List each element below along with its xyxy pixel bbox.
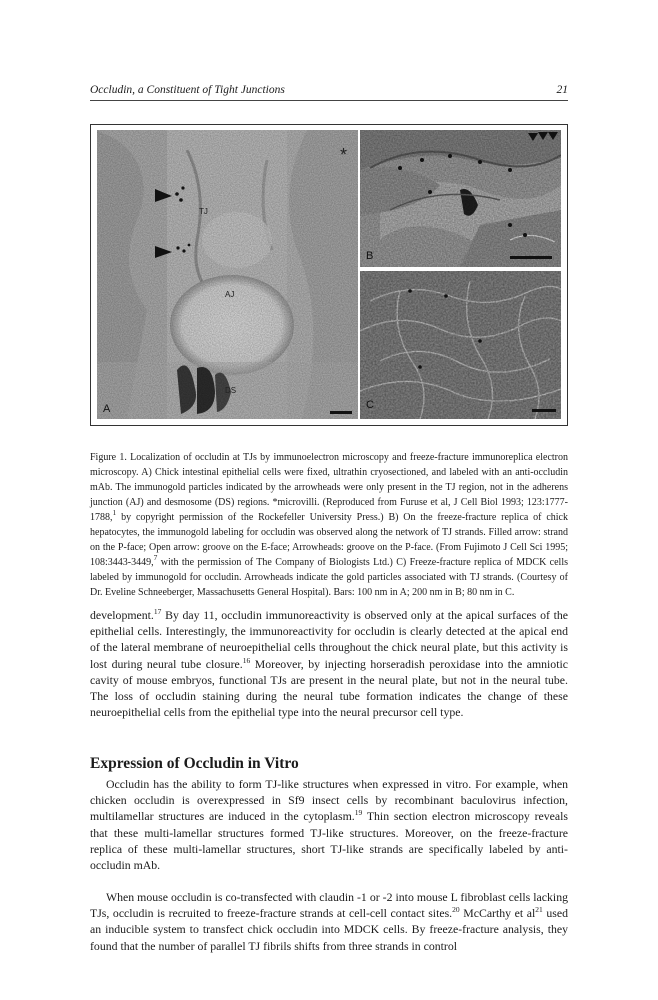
caption-ref-2: 7 [153,553,158,562]
p3-text-1: When mouse occludin is co-transfected with claudin -1 or -2 into mouse L fibroblast cells lacking TJs, occludin is recruited to freeze-fracture strands at cell-cell contact sites. [90,890,568,921]
panel-label-a: A [103,403,111,415]
label-tj: TJ [199,207,208,216]
p3-text-2: McCarthy et al [459,906,536,921]
figure-panel-c [360,271,561,419]
p2-ref-1: 19 [354,808,363,818]
body-paragraph-3 [90,889,568,954]
asterisk-microvilli: * [340,145,348,165]
page-number: 21 [556,84,568,96]
p1-ref-1: 17 [153,607,162,616]
body-paragraph-1 [90,607,568,720]
p1-ref-2: 16 [242,655,251,665]
running-head [90,84,568,101]
caption-ref-1: 1 [112,508,117,517]
body-paragraph-2 [90,776,568,873]
micrograph-b [360,130,561,267]
p3-text-3: used an inducible system to transfect chick occludin into MDCK cells. By freeze-fracture analysis, they found that the number of parallel TJ fibrils shifts from three strands in control [90,906,568,953]
p2-text-2: Thin section electron microscopy reveals that these multi-lamellar structures formed TJ-like structures. Moreover, on the freeze-fracture replica of these multi-lamellar structures, short TJ-like strands are specifically labeled by anti-occludin mAb. [90,809,568,873]
p3-ref-1: 20 [452,905,460,915]
p1-text-1: development. [90,608,154,622]
running-title: Occludin, a Constituent of Tight Junctions [90,84,285,96]
figure-panel-a [97,130,358,419]
figure-caption [90,450,568,600]
section-heading: Expression of Occludin in Vitro [90,755,299,772]
p1-text-2: By day 11, occludin immunoreactivity is observed only at the apical surfaces of the epithelial cells. Interestingly, the immunoreactivity for occludin is clearly detected at the apical end of the lateral membrane of neuroepithelial cells throughout the chick neural plate, but this activity is lost during neural tube closure. [90,608,568,671]
micrograph-a [97,130,358,419]
label-aj: AJ [225,290,235,299]
panel-label-c: C [366,399,374,411]
caption-text-2: by copyright permission of the Rockefeller University Press.) B) On the freeze-fracture replica of chick hepatocytes, the immunogold labeling for occludin was observed along the network of TJ strands. Filled arrow: strand on the P-face; Open arrow: groove on the E-face; Arrowheads: groove on the P-face. (From Fujimoto J Cell Sci 1995; 108:3443-3449, [90,512,568,568]
p3-ref-2: 21 [535,905,543,915]
p2-text-1: Occludin has the ability to form TJ-like structures when expressed in vitro. For example, when chicken occludin is overexpressed in Sf9 insect cells by recombinant baculovirus infection, multilamellar structures are induced in the cytoplasm. [90,777,568,824]
micrograph-c [360,271,561,419]
label-ds: DS [225,386,237,395]
caption-text-1: Figure 1. Localization of occludin at TJs by immunoelectron microscopy and freeze-fracture immunoreplica electron microscopy. A) Chick intestinal epithelial cells were fixed, ultrathin cryosectioned, and labeled with an anti-occludin mAb. The immunogold particles indicated by the arrowheads were only present in the TJ region, not in the adherens junction (AJ) and desmosome (DS) regions. *microvilli. (Reproduced from Furuse et al, J Cell Biol 1993; 123:1777-1788, [90,452,568,523]
figure-panel-b [360,130,561,267]
figure-1 [90,124,568,426]
p1-text-3: Moreover, by injecting horseradish peroxidase into the amniotic cavity of mouse embryos, functional TJs are present in the neural plate, but not in the neural tube. The loss of occludin staining during the neural tube formation indicates the change of these neuroepithelial cells from the epithelial type into the neural precursor cell type. [90,656,568,720]
panel-label-b: B [366,250,374,262]
caption-text-3: with the permission of The Company of Biologists Ltd.) C) Freeze-fracture replica of MDCK cells labeled by immunogold for occludin. Arrowheads indicate the gold particles associated with TJ strands. (Courtesy of Dr. Eveline Schneeberger, Massachusetts General Hospital). Bars: 100 nm in A; 200 nm in B; 80 nm in C. [90,557,568,598]
